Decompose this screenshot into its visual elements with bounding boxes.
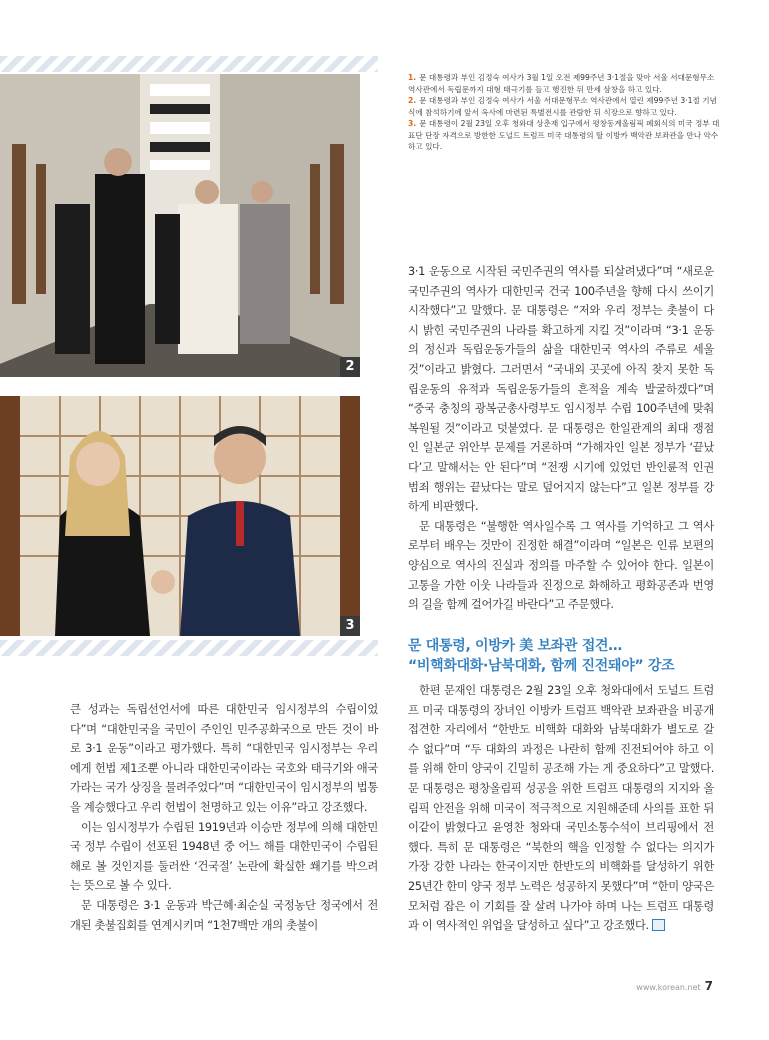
section-heading-line1: 문 대통령, 이방카 美 보좌관 접견… <box>408 638 622 654</box>
article-right-column <box>408 262 714 615</box>
photo-number-badge: 2 <box>340 357 360 377</box>
article-section-body <box>408 681 714 936</box>
paragraph: 한편 문재인 대통령은 2월 23일 오후 청와대에서 도널드 트럼프 미국 대통령의 장녀인 이방카 트럼프 백악관 보좌관을 비공개 접견한 자리에서 “한반도 비핵화 대화와 남북대화가 별도로 갈 수 없다”며 “두 대화의 과정은 나란히 함께 진전되어야 하고 이를 위해 한미 양국이 긴밀히 공조해 가는 게 중요하다”고 말했다. 문 대통령은 평창올림픽 성공을 위한 트럼프 대통령의 지지와 올림픽 안전을 위해 미국이 적극적으로 지원해준데 사의를 표한 뒤 이같이 밝혔다고 윤영찬 청와대 국민소통수석이 브리핑에서 전했다. 특히 문 대통령은 “북한의 핵을 인정할 수 없다는 의지가 가장 강한 나라는 한국이지만 한반도의 비핵화를 달성하기 위한 25년간 한미 양국 정부 노력은 성공하지 못했다”며 “한미 양국은 모처럼 잡은 이 기회를 잘 살려 나가야 하며 나는 트럼프 대통령과 이 역사적인 위업을 달성하고 싶다”고 강조했다. <box>408 684 714 933</box>
paragraph: 큰 성과는 독립선언서에 따른 대한민국 임시정부의 수립이었다”며 “대한민국을 국민이 주인인 민주공화국으로 만든 것이 바로 3·1 운동”이라고 평가했다. 특히 “대한민국 임시정부는 우리에게 헌법 제1조뿐 아니라 대한민국이라는 국호와 태극기와 애국가라는 국가 상징을 물려주었다”며 “대한민국이 임시정부의 법통을 계승했다고 우리 헌법이 천명하고 있는 이유”라고 강조했다. <box>70 703 378 814</box>
decorative-stripe-top <box>0 56 378 72</box>
decorative-stripe-bottom <box>0 640 378 656</box>
page-footer <box>636 979 713 993</box>
photo-captions <box>408 72 720 153</box>
paragraph: 문 대통령은 “불행한 역사일수록 그 역사를 기억하고 그 역사로부터 배우는 것만이 진정한 해결”이라며 “일본은 인류 보편의 양심으로 역사의 진실과 정의를 마주할 수 있어야 한다. 일본이 고통을 가한 이웃 나라들과 진정으로 화해하고 평화공존과 번영의 길을 함께 걸어가길 바란다”고 주문했다. <box>408 519 714 612</box>
caption-1: 1. 문 대통령과 부인 김정숙 여사가 3월 1일 오전 제99주년 3·1절을 맞아 서울 서대문형무소 역사관에서 독립문까지 대형 태극기를 들고 행진한 뒤 만세 삼창을 하고 있다. <box>408 73 715 94</box>
paragraph: 이는 임시정부가 수립된 1919년과 이승만 정부에 의해 대한민국 정부 수립이 선포된 1948년 중 어느 해를 대한민국이 수립된 해로 볼 것인지를 둘러싼 ‘건국절’ 논란에 확실한 쐐기를 박으려는 뜻으로 볼 수 있다. <box>70 820 378 893</box>
section-heading-line2: “비핵화대화·남북대화, 함께 진전돼야” 강조 <box>408 658 675 674</box>
paragraph: 3·1 운동으로 시작된 국민주권의 역사를 되살려냈다”며 “새로운 국민주권의 역사가 대한민국 건국 100주년을 향해 다시 쓰이기 시작했다”고 말했다. 문 대통령은 “저와 우리 정부는 촛불이 다시 밝힌 국민주권의 나라를 확고하게 지킬 것”이라며 “3·1 운동의 정신과 독립운동가들의 삶을 대한민국 역사의 주류로 세울 것”이라고 밝혔다. 그러면서 “국내외 곳곳에 아직 찾지 못한 독립운동의 유적과 독립운동가들의 흔적을 계속 발굴하겠다”며 “중국 충칭의 광복군총사령부도 임시정부 수립 100주년에 맞춰 복원될 것”이라고 덧붙였다. 문 대통령은 한일관계의 최대 쟁점인 일본군 위안부 문제를 거론하며 “가해자인 일본 정부가 ‘끝났다’고 말해서는 안 된다”며 “전쟁 시기에 있었던 반인륜적 인권범죄 행위는 끝났다는 말로 덮어지지 않는다”고 일본 정부를 강하게 비판했다. <box>408 265 714 514</box>
photo-handshake-icon <box>0 396 360 636</box>
photo-memorial-hall-icon <box>0 74 360 377</box>
end-mark-icon <box>652 919 665 931</box>
section-heading <box>408 636 720 676</box>
photo-handshake <box>0 396 360 636</box>
footer-site: www.korean.net <box>636 983 701 992</box>
photo-memorial-hall <box>0 74 360 377</box>
article-left-column <box>70 700 378 935</box>
photo-number-badge: 3 <box>340 616 360 636</box>
paragraph: 문 대통령은 3·1 운동과 박근혜·최순실 국정농단 정국에서 전개된 촛불집회를 연계시키며 “1천7백만 개의 촛불이 <box>70 898 378 932</box>
caption-3: 3. 문 대통령이 2월 23일 오후 청와대 상춘재 입구에서 평창동계올림픽 폐회식의 미국 정부 대표단 단장 자격으로 방한한 도널드 트럼프 미국 대통령의 딸 이방카 백악관 보좌관을 만나 악수하고 있다. <box>408 119 720 151</box>
page-number: 7 <box>704 979 713 993</box>
caption-2: 2. 문 대통령과 부인 김정숙 여사가 서울 서대문형무소 역사관에서 열린 제99주년 3·1절 기념식에 참석하기에 앞서 옥사에 마련된 특별전시를 관람한 뒤 식장으로 향하고 있다. <box>408 96 717 117</box>
